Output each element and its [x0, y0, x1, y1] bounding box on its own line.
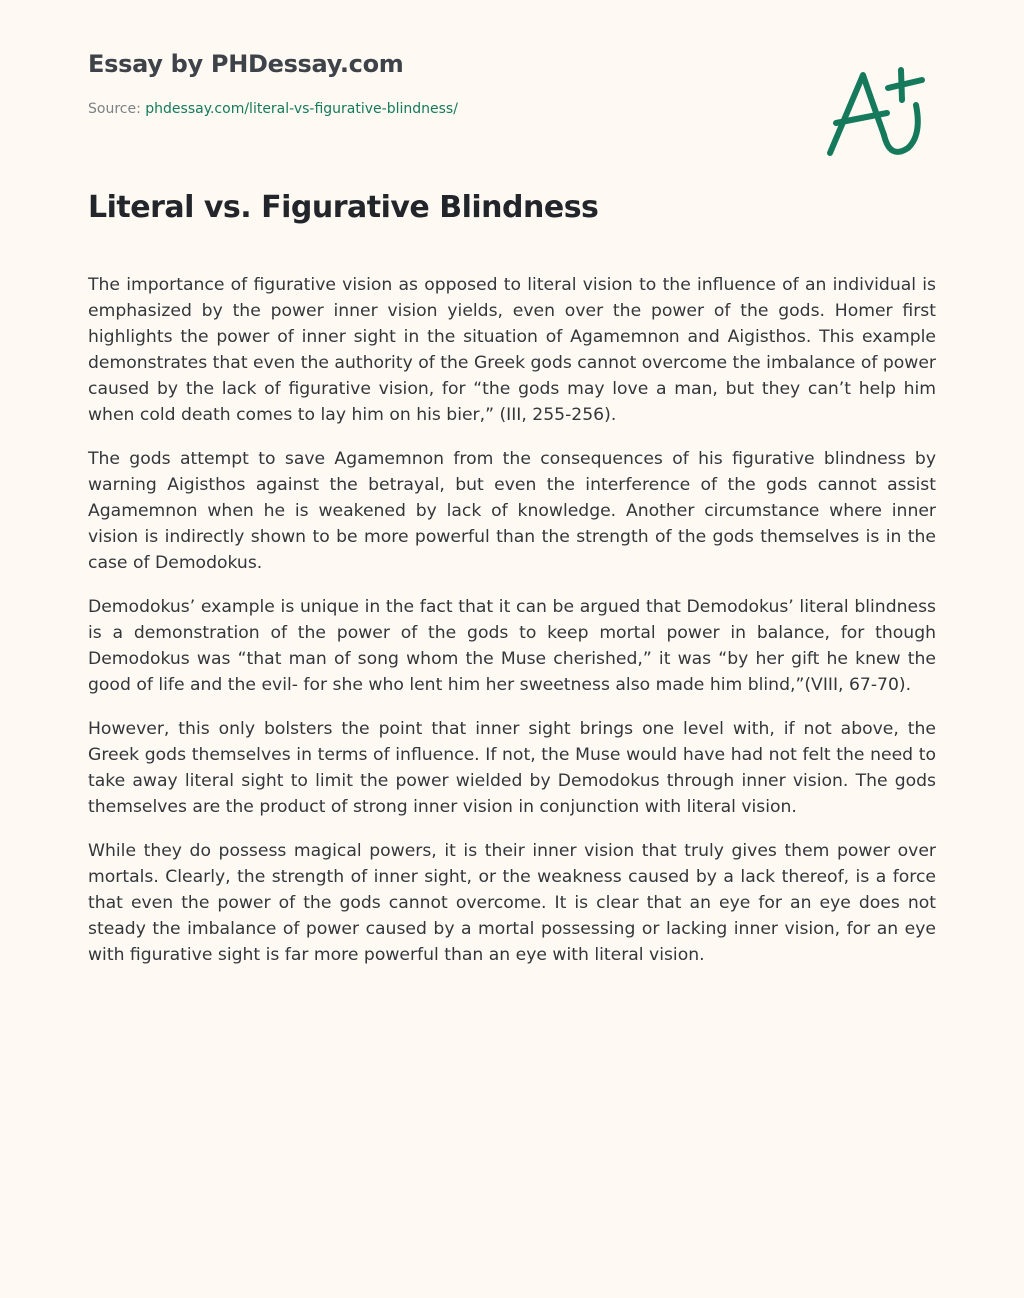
essay-paragraph: However, this only bolsters the point that inner sight brings one level with, if not above, the Greek gods themselves in terms of influence. If not, the Muse would have had not felt the need to take away literal sight to limit the power wielded by Demodokus through inner vision. The gods themselves are the product of strong inner vision in conjunction with literal vision. [88, 719, 936, 817]
essay-body [88, 272, 936, 986]
essay-title: Literal vs. Figurative Blindness [88, 190, 599, 225]
source-label: Source: [88, 101, 141, 117]
source-line [88, 101, 458, 117]
essay-paragraph: While they do possess magical powers, it is their inner vision that truly gives them power over mortals. Clearly, the strength of inner sight, or the weakness caused by a lack thereof, is a force that even the power of the gods cannot overcome. It is clear that an eye for an eye does not steady the imbalance of power caused by a mortal possessing or lacking inner vision, for an eye with figurative sight is far more powerful than an eye with literal vision. [88, 841, 936, 965]
essay-paragraph: The importance of figurative vision as opposed to literal vision to the influence of an individual is emphasized by the power inner vision yields, even over the power of the gods. Homer first highlights the power of inner sight in the situation of Agamemnon and Aigisthos. This example demonstrates that even the authority of the Greek gods cannot overcome the imbalance of power caused by the lack of figurative vision, for “the gods may love a man, but they can’t help him when cold death comes to lay him on his bier,” (III, 255-256). [88, 275, 936, 425]
essay-paragraph: Demodokus’ example is unique in the fact that it can be argued that Demodokus’ literal blindness is a demonstration of the power of the gods to keep mortal power in balance, for though Demodokus was “that man of song whom the Muse cherished,” it was “by her gift he knew the good of life and the evil- for she who lent him her sweetness also made him blind,”(VIII, 67-70). [88, 597, 936, 695]
essay-paragraph: The gods attempt to save Agamemnon from the consequences of his figurative blindness by warning Aigisthos against the betrayal, but even the interference of the gods cannot assist Agamemnon when he is weakened by lack of knowledge. Another circumstance where inner vision is indirectly shown to be more powerful than the strength of the gods themselves is in the case of Demodokus. [88, 449, 936, 573]
site-brand: Essay by PHDessay.com [88, 50, 404, 78]
source-link[interactable]: phdessay.com/literal-vs-figurative-blindness/ [145, 101, 458, 117]
a-plus-logo-icon [800, 50, 950, 170]
